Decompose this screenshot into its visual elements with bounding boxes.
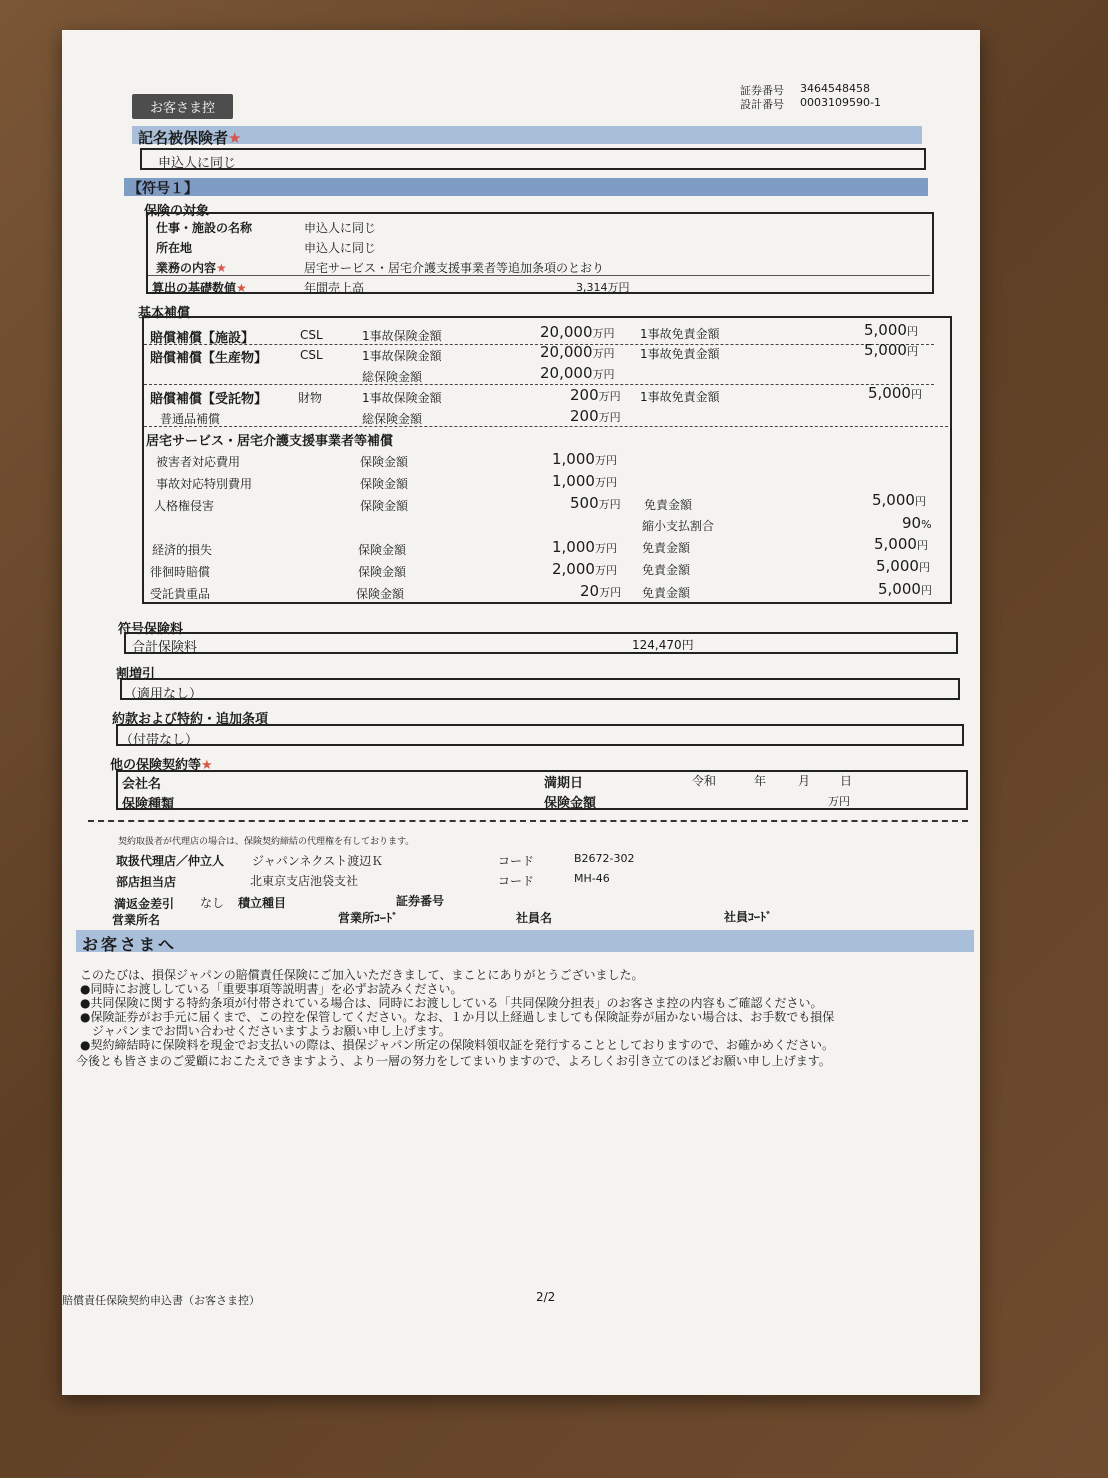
staff-label: 社員名: [516, 911, 553, 925]
basic-type-0: CSL: [300, 328, 323, 342]
discount-box: [120, 678, 960, 700]
basic-name-3: 賠償補償【受託物】: [150, 392, 268, 407]
customer-line-1: ●同時にお渡ししている「重要事項等説明書」を必ずお読みください。: [80, 982, 463, 996]
premium-box: [124, 632, 958, 654]
care-ded-2: 5,000円: [872, 491, 926, 509]
basic-name-4: 普通品補償: [160, 412, 221, 426]
basic-name-0: 賠償補償【施設】: [150, 331, 255, 346]
customer-line-4: ジャパンまでお問い合わせくださいますようお願い申し上げます。: [80, 1024, 451, 1038]
other-year: 年: [754, 774, 767, 788]
object-value-0: 申込人に同じ: [304, 221, 377, 235]
terms-value: （付帯なし）: [120, 733, 199, 748]
row-divider: [144, 426, 948, 427]
other-amount-unit: 万円: [828, 795, 850, 808]
basic-ded-label-0: 1事故免責金額: [640, 327, 720, 341]
object-box: [146, 212, 934, 294]
agent-name: ジャパンネクスト渡辺Ｋ: [252, 854, 384, 868]
object-value-3: 年間売上高: [304, 281, 365, 295]
basic-amount-3: 200万円: [570, 386, 621, 404]
object-label-1: 所在地: [156, 241, 193, 255]
named-insured-box: [140, 148, 926, 170]
cert-label: 証券番号: [396, 894, 445, 908]
basic-amount-1: 20,000万円: [540, 343, 615, 361]
care-name-1: 事故対応特別費用: [156, 477, 253, 491]
basic-ded-0: 5,000円: [864, 321, 918, 339]
terms-title: 約款および特約・追加条項: [112, 712, 269, 727]
basic-ded-3: 5,000円: [868, 384, 922, 402]
premium-value: 124,470円: [632, 638, 694, 652]
care-amount-6: 20万円: [580, 582, 622, 600]
design-number: 0003109590-1: [800, 96, 881, 109]
basic-name-1: 賠償補償【生産物】: [150, 351, 268, 366]
care-name-2: 人格権侵害: [154, 499, 215, 513]
other-expiry: 満期日: [544, 776, 584, 791]
document-page: [62, 30, 980, 1395]
other-month: 月: [798, 774, 811, 788]
object-label-2: 業務の内容★: [156, 261, 227, 275]
care-amount-0: 1,000万円: [552, 450, 617, 468]
named-insured-value: 申込人に同じ: [158, 156, 237, 171]
object-title: 保険の対象: [144, 204, 210, 219]
other-kind: 保険種類: [122, 797, 175, 812]
other-day: 日: [840, 774, 853, 788]
named-insured-band: [132, 126, 922, 144]
cut-line: [88, 820, 968, 822]
care-label-0: 保険金額: [360, 455, 409, 469]
care-name-6: 受託貴重品: [150, 587, 211, 601]
agent-code-label: コード: [498, 854, 535, 868]
dept-name: 北東京支店池袋支社: [250, 874, 359, 888]
customer-line-5: ●契約締結時に保険料を現金でお支払いの際は、損保ジャパン所定の保険料領収証を発行することとしておりますので、お確かめください。: [80, 1038, 834, 1052]
basic-label-1: 1事故保険金額: [362, 349, 442, 363]
customer-copy-tag: お客さま控: [132, 94, 233, 119]
basic-label-0: 1事故保険金額: [362, 329, 442, 343]
other-title: 他の保険契約等★: [110, 758, 213, 773]
object-divider: [148, 275, 930, 276]
customer-line-3: ●保険証券がお手元に届くまで、この控を保管してください。なお、１か月以上経過しましても保険証券が届かない場合は、お手数でも損保: [80, 1010, 835, 1024]
customer-line-2: ●共同保険に関する特約条項が付帯されている場合は、同時にお渡ししている「共同保険分担表」のお客さま控の内容もご確認ください。: [80, 996, 823, 1010]
design-number-label: 設計番号: [740, 98, 784, 111]
care-name-4: 経済的損失: [152, 543, 213, 557]
care-amount-5: 2,000万円: [552, 560, 617, 578]
care-amount-2: 500万円: [570, 494, 621, 512]
dept-label: 部店担当店: [116, 875, 177, 889]
refund-label: 満返金差引: [114, 897, 175, 911]
basic-ded-1: 5,000円: [864, 341, 918, 359]
staff-code-label: 社員ｺｰﾄﾞ: [724, 910, 773, 924]
other-company: 会社名: [122, 777, 162, 792]
premium-title: 符号保険料: [118, 622, 184, 637]
care-label-2: 保険金額: [360, 499, 409, 513]
object-label-0: 仕事・施設の名称: [156, 221, 253, 235]
other-era: 令和: [692, 774, 717, 788]
basic-label-4: 総保険金額: [362, 412, 423, 426]
office-label: 営業所名: [112, 913, 161, 927]
basic-label-2: 総保険金額: [362, 370, 423, 384]
basic-type-3: 財物: [298, 391, 323, 405]
named-insured-title: 記名被保険者★: [138, 129, 242, 147]
agent-note: 契約取扱者が代理店の場合は、保険契約締結の代理権を有しております。: [118, 837, 415, 847]
object-label-3: 算出の基礎数値★: [152, 281, 247, 295]
dept-code: MH-46: [574, 872, 610, 885]
row-divider: [144, 344, 934, 345]
care-ded-label-4: 免責金額: [642, 541, 691, 555]
office-code-label: 営業所ｺｰﾄﾞ: [338, 911, 399, 925]
care-label-4: 保険金額: [358, 543, 407, 557]
discount-title: 割増引: [116, 667, 156, 682]
care-ded-6: 5,000円: [878, 580, 932, 598]
basic-amount-2: 20,000万円: [540, 364, 615, 382]
care-name-0: 被害者対応費用: [156, 455, 241, 469]
agent-label: 取扱代理店／仲立人: [116, 854, 225, 868]
saving-label: 積立種目: [238, 896, 287, 910]
other-amount-label: 保険金額: [544, 796, 597, 811]
footer-doc-name: 賠償責任保険契約申込書（お客さま控）: [62, 1294, 260, 1307]
care-ded-4: 5,000円: [874, 535, 928, 553]
footer-page: 2/2: [536, 1290, 556, 1304]
care-label-6: 保険金額: [356, 587, 405, 601]
object-value-2: 居宅サービス・居宅介護支援事業者等追加条項のとおり: [304, 261, 605, 275]
care-ded-label-6: 免責金額: [642, 586, 691, 600]
policy-number: 3464548458: [800, 82, 870, 95]
premium-label: 合計保険料: [132, 640, 198, 655]
object-amount-3: 3,314万円: [576, 281, 630, 294]
object-value-1: 申込人に同じ: [304, 241, 377, 255]
basic-type-1: CSL: [300, 348, 323, 362]
care-title: 居宅サービス・居宅介護支援事業者等補償: [146, 434, 394, 449]
terms-box: [116, 724, 964, 746]
basic-label-3: 1事故保険金額: [362, 391, 442, 405]
row-divider: [144, 384, 934, 385]
care-label-1: 保険金額: [360, 477, 409, 491]
policy-number-label: 証券番号: [740, 84, 784, 97]
basic-title: 基本補償: [138, 306, 191, 321]
customer-line-6: 今後とも皆さまのご愛顧におこたえできますよう、より一層の努力をしてまいりますので、よろしくお引き立てのほどお願い申し上げます。: [76, 1054, 831, 1068]
basic-ded-label-1: 1事故免責金額: [640, 347, 720, 361]
customer-line-0: このたびは、損保ジャパンの賠償責任保険にご加入いただきまして、まことにありがとうございました。: [80, 968, 644, 982]
customer-title: お客さまへ: [82, 935, 178, 954]
care-ded-label-2: 免責金額: [644, 498, 693, 512]
basic-amount-0: 20,000万円: [540, 323, 615, 341]
basic-amount-4: 200万円: [570, 407, 621, 425]
care-ded-label-3: 縮小支払割合: [642, 519, 715, 533]
care-name-5: 徘徊時賠償: [150, 565, 211, 579]
care-ded-label-5: 免責金額: [642, 563, 691, 577]
care-ded-5: 5,000円: [876, 557, 930, 575]
care-amount-4: 1,000万円: [552, 538, 617, 556]
care-ded-3: 90%: [902, 514, 932, 532]
symbol-band: [124, 178, 928, 196]
dept-code-label: コード: [498, 874, 535, 888]
customer-band: [76, 930, 974, 952]
care-label-5: 保険金額: [358, 565, 407, 579]
basic-ded-label-3: 1事故免責金額: [640, 390, 720, 404]
care-amount-1: 1,000万円: [552, 472, 617, 490]
discount-value: （適用なし）: [124, 687, 203, 702]
agent-code: B2672-302: [574, 852, 635, 865]
refund-value: なし: [200, 896, 225, 910]
symbol-title: 【符号１】: [128, 181, 198, 197]
